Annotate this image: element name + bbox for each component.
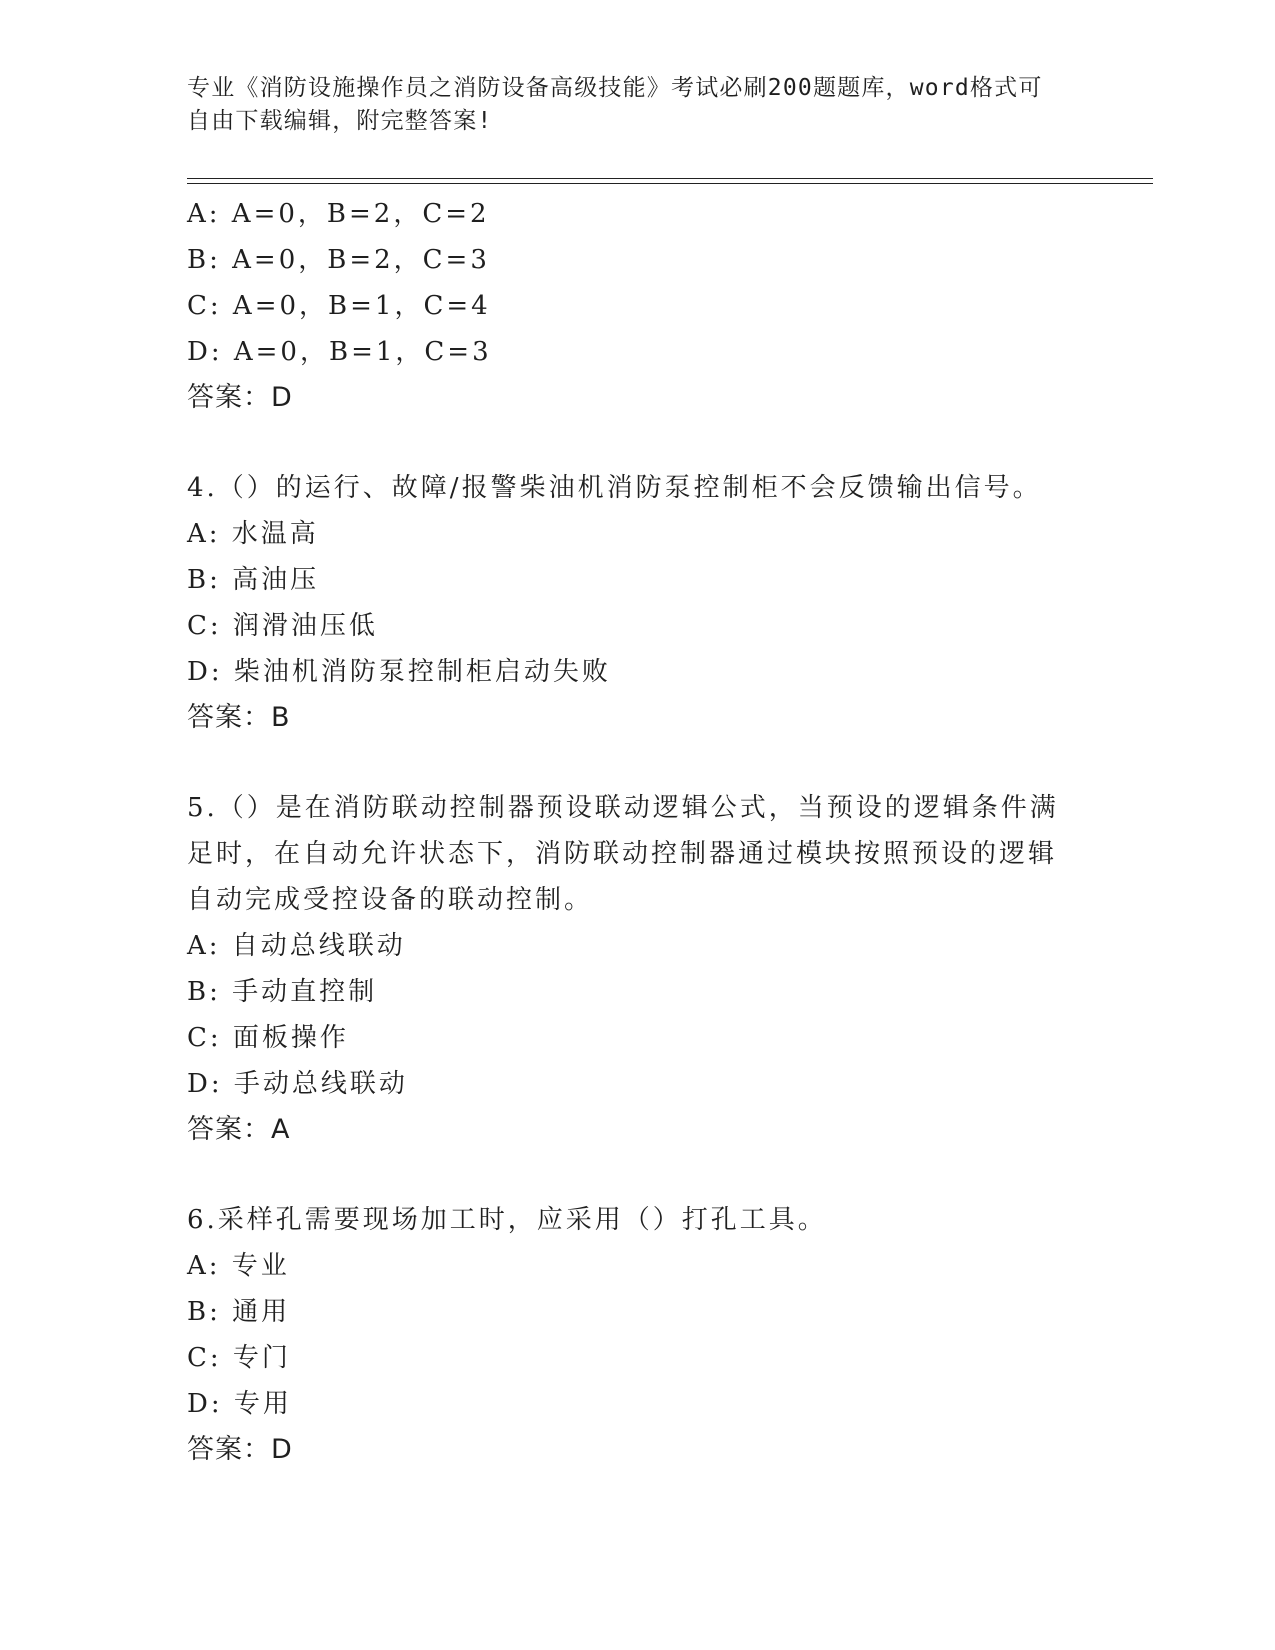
question-6 (187, 1197, 1087, 1473)
header-divider-top (187, 178, 1153, 179)
spacer (187, 421, 1087, 465)
answer-label: 答案：B (187, 702, 291, 733)
option-a: A: 专业 (187, 1251, 290, 1281)
question-text-line: 足时，在自动允许状态下，消防联动控制器通过模块按照预设的逻辑 (187, 839, 1058, 869)
option-b: B: 高油压 (187, 565, 320, 595)
option-d: D: A=0，B=1，C=3 (187, 337, 492, 367)
option-c: C: 面板操作 (187, 1023, 349, 1053)
question-text: 4.（）的运行、故障/报警柴油机消防泵控制柜不会反馈输出信号。 (187, 473, 1042, 503)
option-c: C: A=0，B=1，C=4 (187, 291, 491, 321)
header-line-2: 自由下载编辑，附完整答案! (187, 108, 493, 134)
question-4 (187, 465, 1087, 741)
option-c: C: 专门 (187, 1343, 291, 1373)
option-b: B: A=0，B=2，C=3 (187, 245, 490, 275)
question-3 (187, 191, 1087, 421)
question-5 (187, 785, 1087, 1153)
option-a: A: 自动总线联动 (187, 931, 406, 961)
option-b: B: 手动直控制 (187, 977, 378, 1007)
header-line-1: 专业《消防设施操作员之消防设备高级技能》考试必刷200题题库，word格式可 (187, 75, 1043, 101)
option-d: D: 柴油机消防泵控制柜启动失败 (187, 657, 611, 687)
document-header (187, 72, 1067, 138)
question-list (187, 191, 1087, 1473)
option-a: A: 水温高 (187, 519, 319, 549)
option-a: A: A=0，B=2，C=2 (187, 199, 490, 229)
answer-label: 答案：A (187, 1114, 291, 1145)
question-text-line: 5.（）是在消防联动控制器预设联动逻辑公式，当预设的逻辑条件满 (187, 793, 1059, 823)
option-b: B: 通用 (187, 1297, 291, 1327)
option-d: D: 手动总线联动 (187, 1069, 408, 1099)
answer-label: 答案：D (187, 382, 293, 413)
spacer (187, 1153, 1087, 1197)
option-c: C: 润滑油压低 (187, 611, 378, 641)
answer-label: 答案：D (187, 1434, 293, 1465)
header-divider-bottom (187, 183, 1153, 184)
option-d: D: 专用 (187, 1389, 292, 1419)
question-text-line: 自动完成受控设备的联动控制。 (187, 885, 594, 915)
question-text: 6.采样孔需要现场加工时，应采用（）打孔工具。 (187, 1205, 827, 1235)
spacer (187, 741, 1087, 785)
